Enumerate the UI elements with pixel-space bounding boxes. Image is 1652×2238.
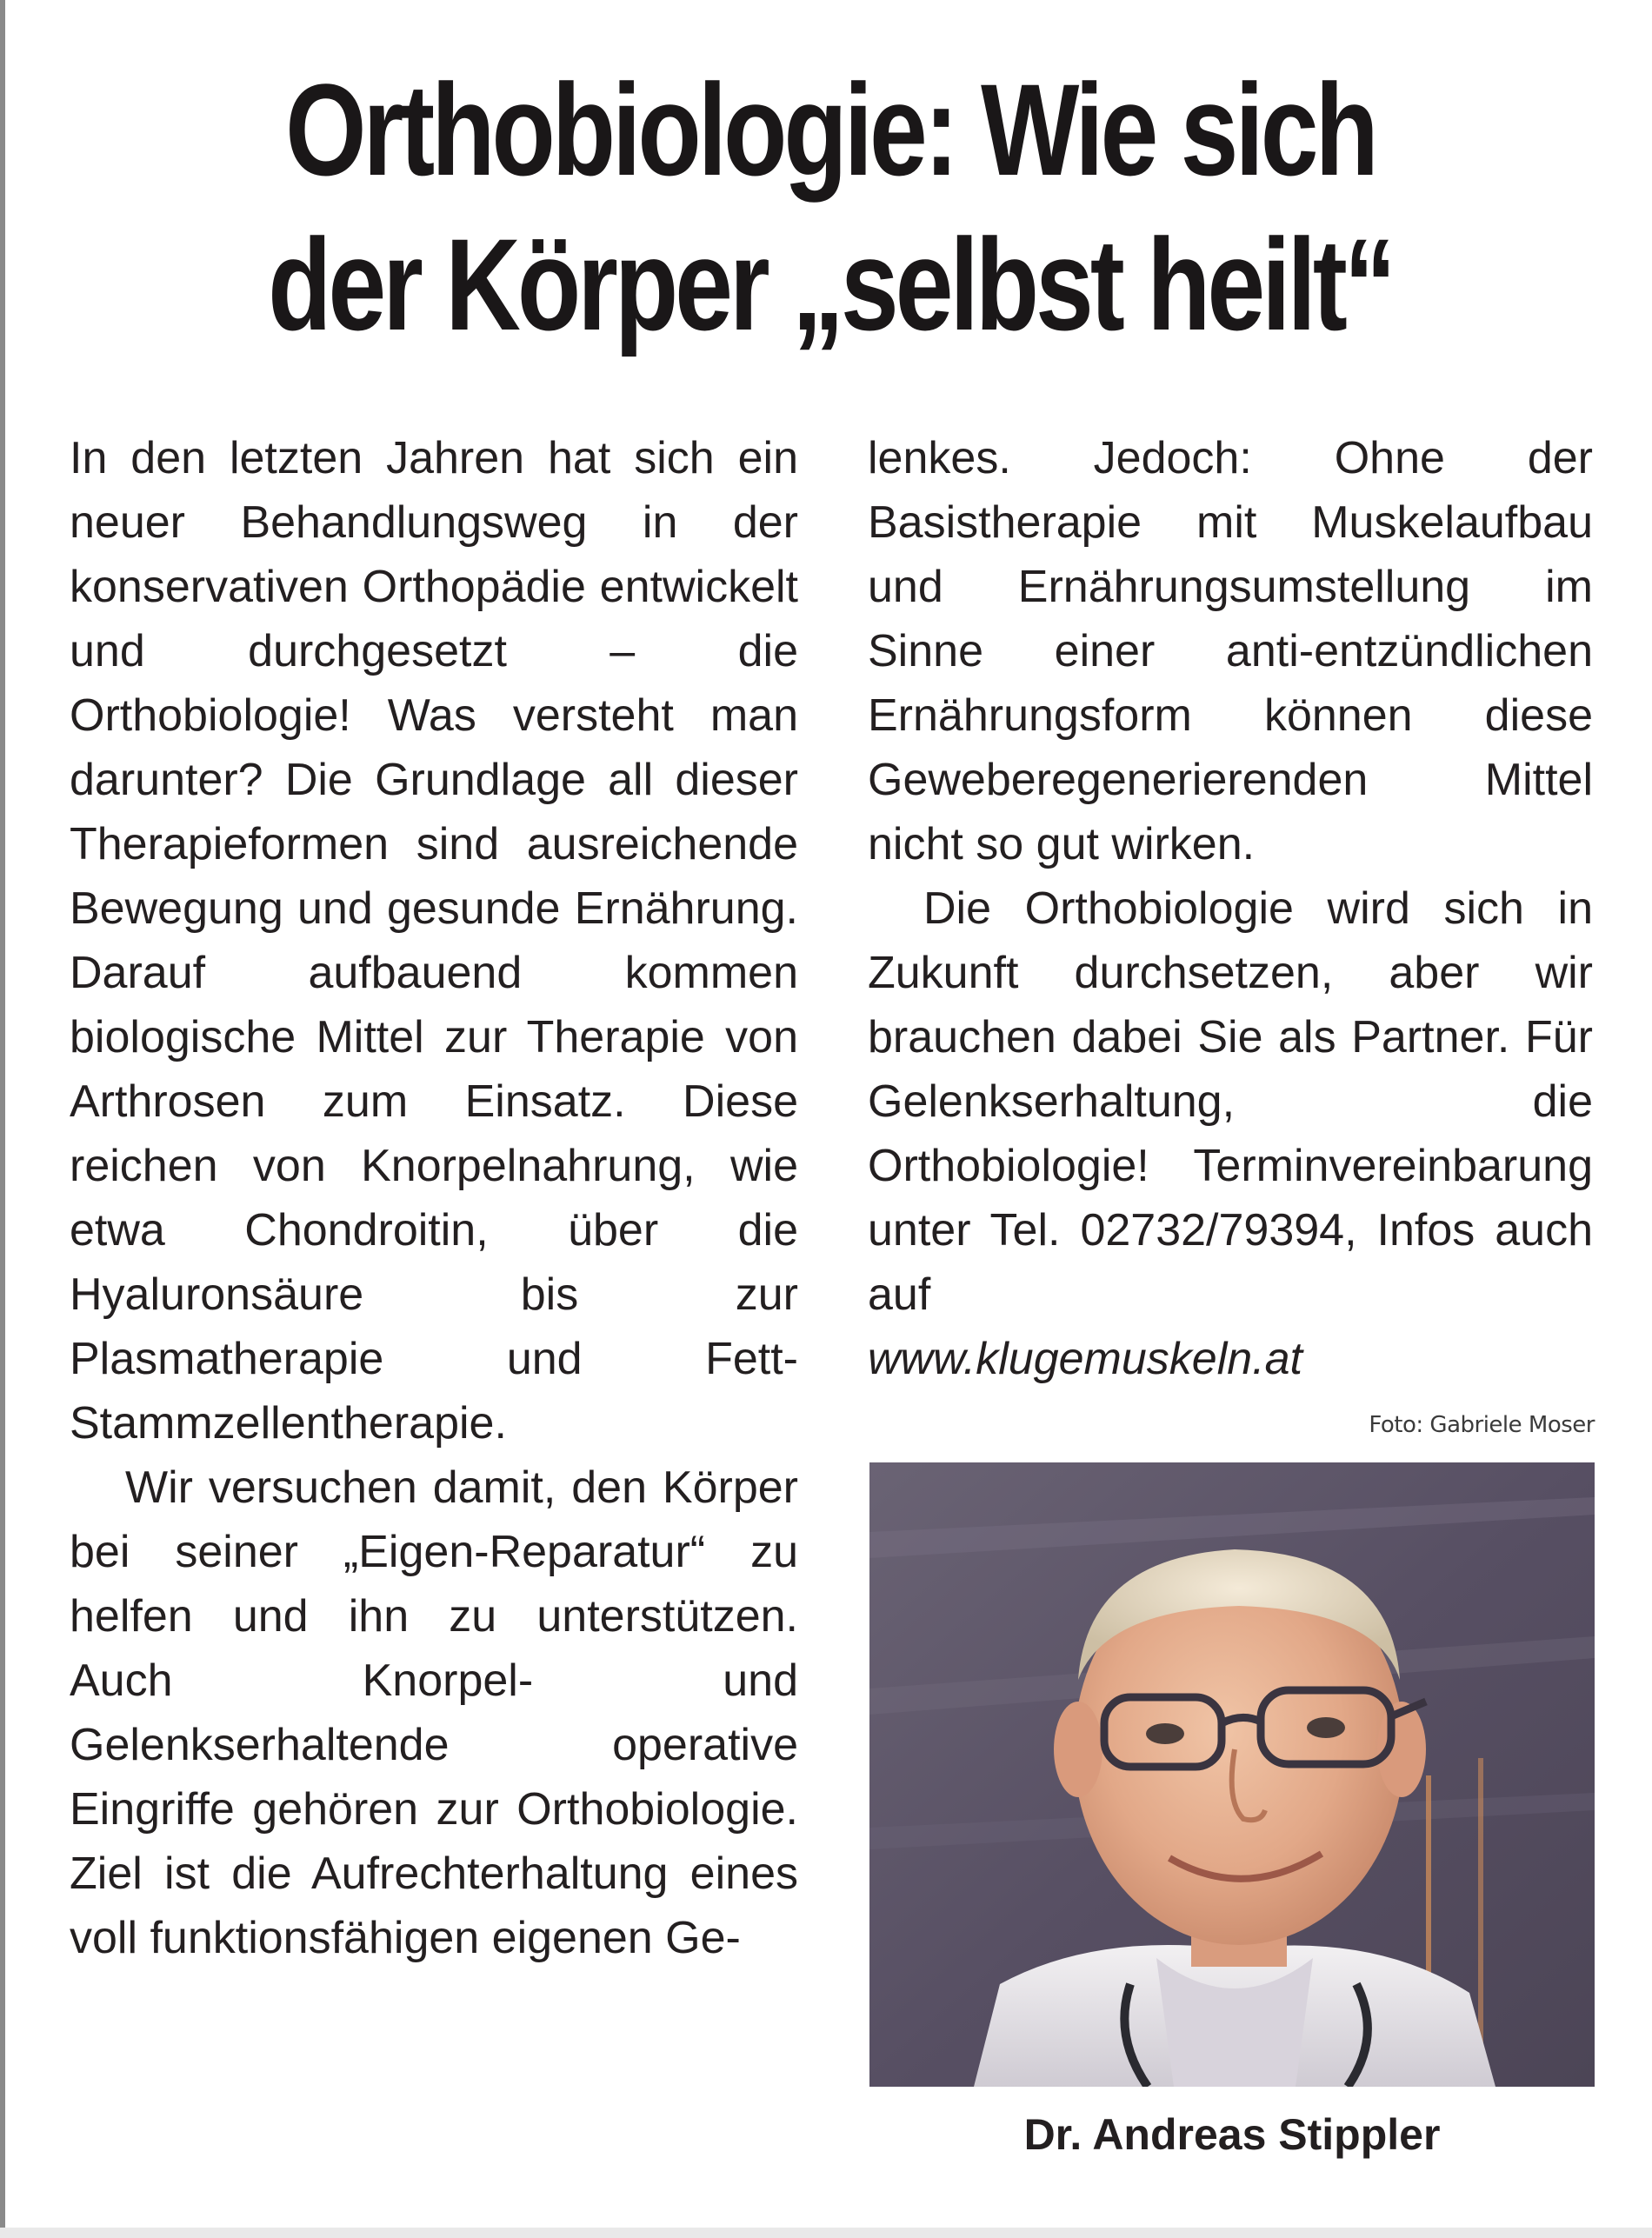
headline-line-2: der Körper „selbst heilt“ [268,211,1393,357]
photo-caption: Dr. Andreas Stippler [1023,2110,1441,2159]
article-paragraph: Wir versuchen damit, den Körper bei seiner „Eigen-Reparatur“ zu helfen und ihn zu unterstützen. Auch Knorpel- und Gelenkserhaltende operative Eingriffe gehören zur Orthobiologie. Ziel ist die Aufrechterhaltung eines voll funktionsfähigen eigenen Ge- [70,1462,798,1963]
photo-credit: Foto: Gabriele Moser [1369,1412,1595,1438]
headline-line-1: Orthobiologie: Wie sich [285,57,1376,203]
article-contact-text: Die Orthobiologie wird sich in Zukunft durchsetzen, aber wir brauchen dabei Sie als Partner. Für Gelenkserhaltung, die Orthobiologie! Terminvereinbarung unter Tel. 02732/79394, Infos auch auf [868,883,1593,1320]
article-column-left [70,426,798,1970]
article-column-right [868,426,1593,1391]
article-paragraph: lenkes. Jedoch: Ohne der Basistherapie mit Muskelaufbau und Ernährungsumstellung im Sinne einer anti-entzündlichen Ernährungsform können diese Geweberegenerierenden Mittel nicht so gut wirken. [868,433,1593,869]
portrait-illustration [869,1462,1595,2087]
article-headline [52,52,1609,362]
portrait-photo [869,1462,1595,2087]
article-paragraph [868,876,1593,1391]
article-paragraph: In den letzten Jahren hat sich ein neuer Behandlungsweg in der konservativen Orthopädie entwickelt und durchgesetzt – die Orthobiologie! Was versteht man darunter? Die Grundlage all dieser Therapieformen sind ausreichende Bewegung und gesunde Ernährung. Darauf aufbauend kommen biologische Mittel zur Therapie von Arthrosen zum Einsatz. Diese reichen von Knorpelnahrung, wie etwa Chondroitin, über die Hyaluronsäure bis zur Plasmatherapie und Fett-Stammzellentherapie. [70,433,798,1449]
page-edge-left [0,0,5,2238]
page-edge-bottom [0,2228,1652,2238]
website-link[interactable]: www.klugemuskeln.at [868,1334,1302,1384]
